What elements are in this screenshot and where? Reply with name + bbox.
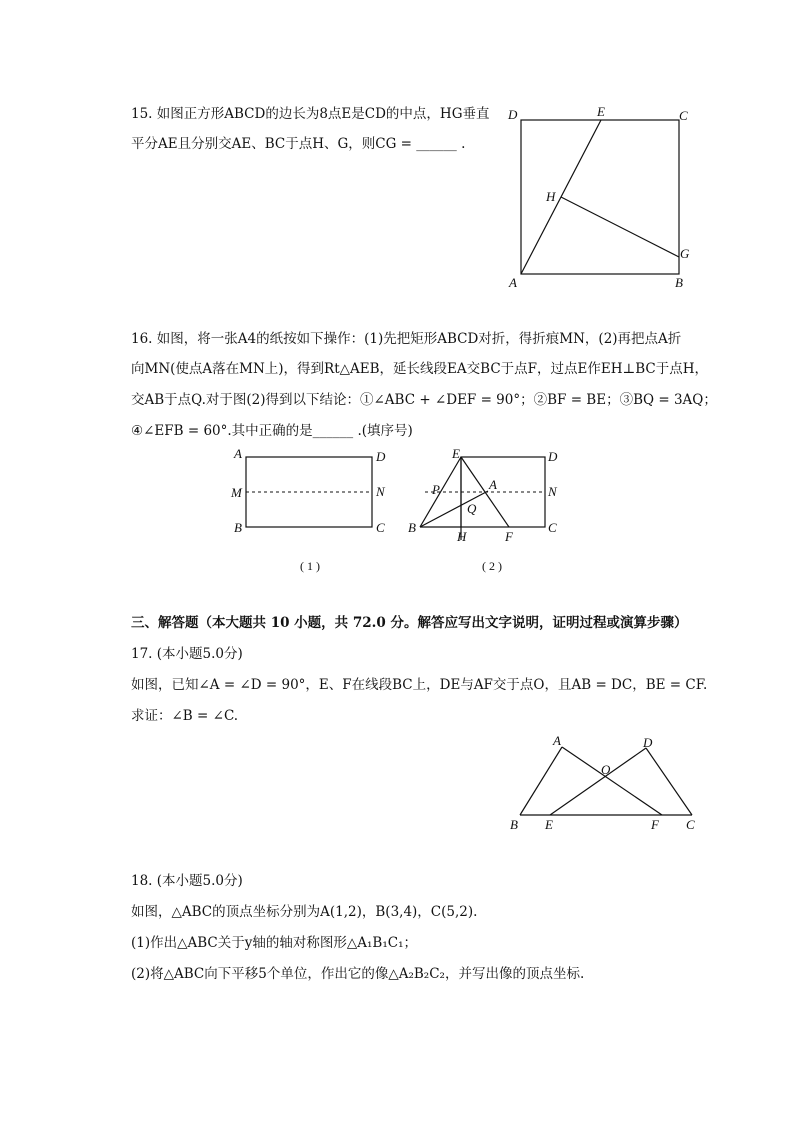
fig2-label-d: D (548, 449, 558, 464)
q17-label-f: F (651, 817, 659, 832)
fig1-label-d: D (376, 449, 386, 464)
q17-label-c: C (686, 817, 695, 832)
q17-label-o: O (601, 762, 611, 777)
section-3-title: 三、解答题（本大题共 10 小题，共 72.0 分。解答应写出文字说明，证明过程或演算步骤） (131, 615, 688, 631)
fig1-label-a: A (234, 446, 242, 461)
fig2-label-c: C (548, 520, 557, 535)
segment-hg (561, 197, 679, 257)
segment-af (562, 747, 662, 815)
q16-figure-1 (228, 445, 398, 575)
q17-line-2: 如图，已知∠A = ∠D = 90°，E、F在线段BC上，DE与AF交于点O，且AB = DC，BE = CF. (131, 677, 708, 693)
label-c: C (679, 108, 688, 123)
segment-ba (520, 747, 562, 815)
label-g: G (680, 246, 690, 261)
fig1-label-c: C (376, 520, 385, 535)
q17-label-e: E (545, 817, 553, 832)
fig2-label-h: H (457, 529, 467, 544)
fig2-label-q: Q (467, 501, 477, 516)
fig2-label-e: E (452, 446, 460, 461)
fig2-label-n: N (548, 484, 557, 499)
fig1-label-n: N (376, 484, 385, 499)
q16-line-3: 交AB于点Q.对于图(2)得到以下结论：①∠ABC + ∠DEF = 90°；②BF = BE；③BQ = 3AQ； (131, 392, 717, 408)
q16-line-2: 向MN(使点A落在MN上)，得到Rt△AEB，延长线段EA交BC于点F，过点E作EH⊥BC于点H， (131, 361, 708, 377)
label-b: B (675, 275, 683, 290)
q18-line-2: 如图，△ABC的顶点坐标分别为A(1,2)，B(3,4)，C(5,2). (131, 904, 478, 920)
label-e: E (597, 104, 605, 119)
q15-line-1: 15. 如图正方形ABCD的边长为8点E是CD的中点，HG垂直 (131, 106, 490, 122)
q16-line-1: 16. 如图，将一张A4的纸按如下操作：(1)先把矩形ABCD对折，得折痕MN，(2)再把点A折 (131, 331, 682, 347)
fig2-label-p: P (432, 482, 440, 497)
q17-label-d: D (643, 735, 653, 750)
q17-label-b: B (510, 817, 518, 832)
q18-line-3: (1)作出△ABC关于y轴的轴对称图形△A₁B₁C₁； (131, 935, 417, 951)
label-a: A (509, 275, 517, 290)
fig2-label-f: F (505, 529, 513, 544)
segment-cd (646, 748, 692, 815)
q17-label-a: A (553, 733, 561, 748)
label-h: H (546, 189, 556, 204)
q17-figure (505, 733, 705, 838)
q16-line-4: ④∠EFB = 60°.其中正确的是______ .(填序号) (131, 423, 413, 439)
fig1-label-b: B (234, 520, 242, 535)
q18-line-1: 18. (本小题5.0分) (131, 873, 243, 889)
q16-figure-2 (400, 445, 580, 575)
fig1-label-m: M (231, 485, 242, 500)
q17-line-1: 17. (本小题5.0分) (131, 646, 243, 662)
label-d: D (508, 107, 518, 122)
fig2-label-a: A (489, 477, 497, 492)
fig1-caption: ( 1 ) (300, 559, 320, 573)
fig2-label-b: B (408, 520, 416, 535)
q15-figure (505, 105, 705, 295)
square-abcd (521, 120, 679, 274)
q17-line-3: 求证：∠B = ∠C. (131, 708, 239, 724)
q18-line-4: (2)将△ABC向下平移5个单位，作出它的像△A₂B₂C₂，并写出像的顶点坐标. (131, 966, 585, 982)
fig2-caption: ( 2 ) (482, 559, 502, 573)
segment-de (550, 748, 646, 815)
q15-line-2: 平分AE且分别交AE、BC于点H、G，则CG = ______ . (131, 136, 466, 152)
